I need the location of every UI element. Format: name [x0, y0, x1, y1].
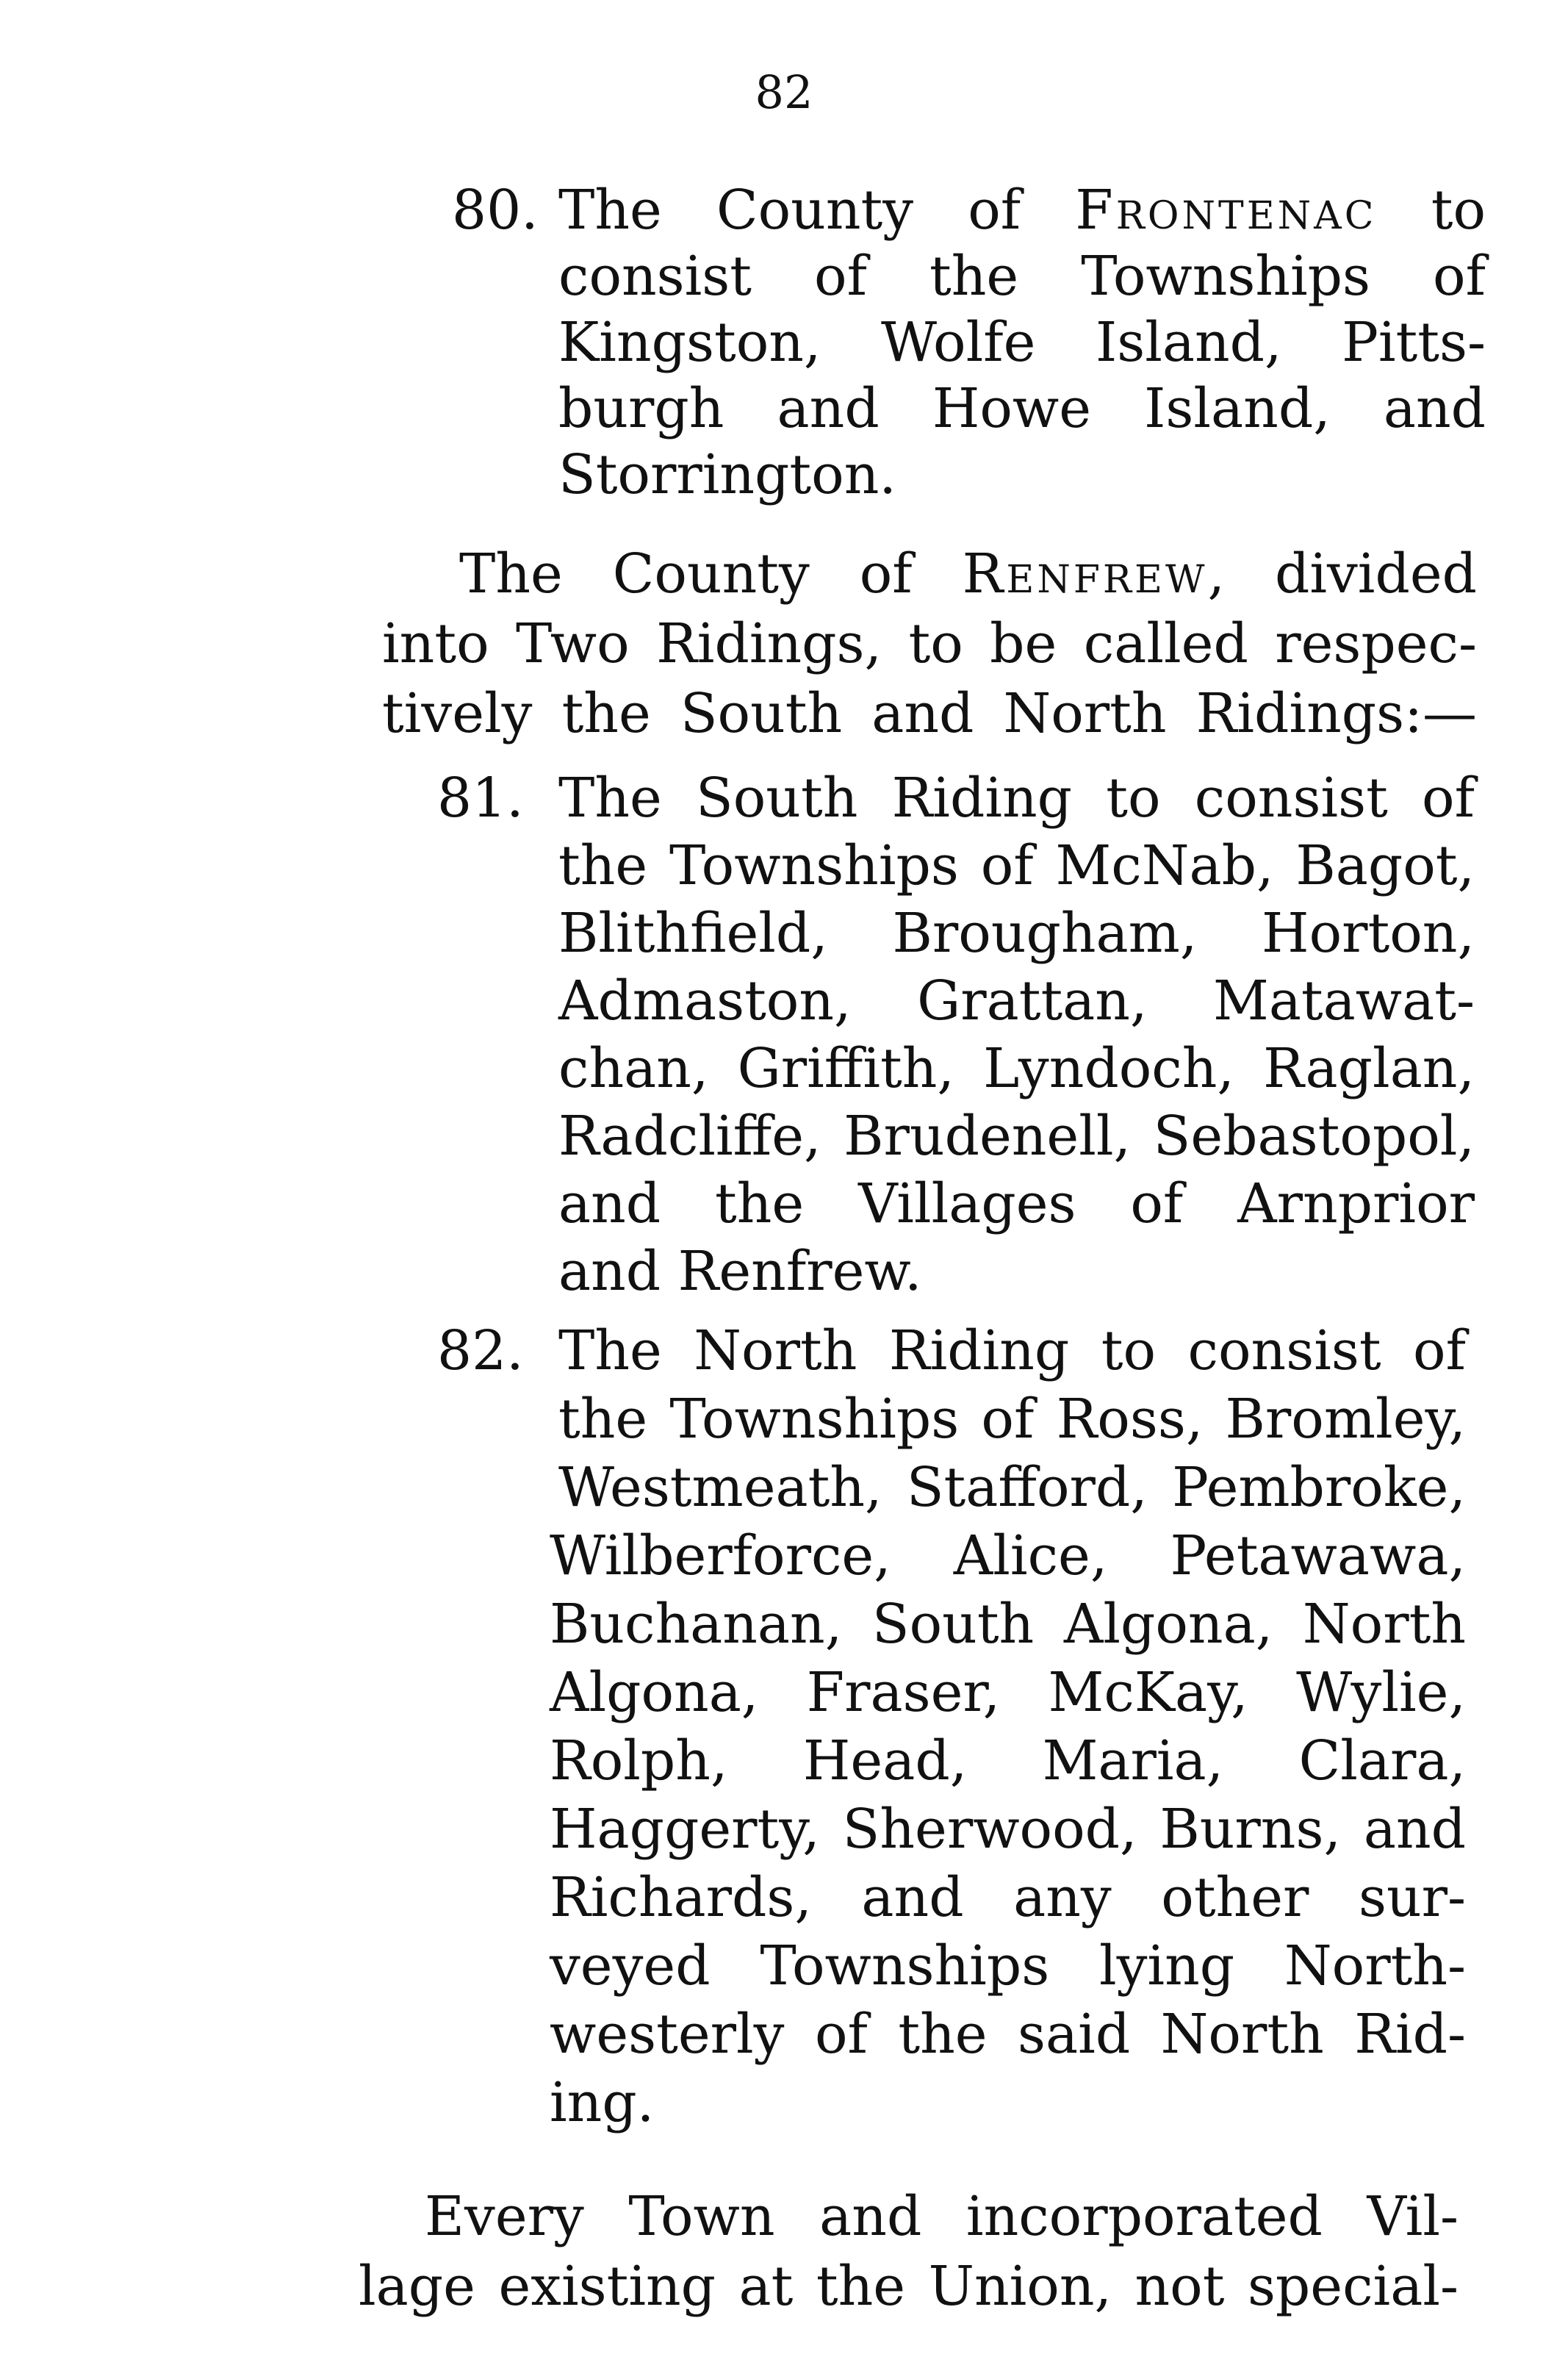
- text-line: ing.: [550, 2071, 655, 2134]
- text-line: Algona, Fraser, McKay, Wylie,: [550, 1661, 1466, 1724]
- text-line: Haggerty, Sherwood, Burns, and: [550, 1798, 1466, 1861]
- text-line: The County of Frontenac to: [558, 179, 1486, 242]
- text-line: Wilberforce, Alice, Petawawa,: [550, 1524, 1466, 1587]
- county-name-frontenac: Frontenac: [1075, 179, 1377, 242]
- text-line: Richards, and any other sur-: [550, 1866, 1466, 1929]
- text-line: Buchanan, South Algona, North: [550, 1593, 1466, 1656]
- text-line: the Townships of Ross, Bromley,: [558, 1388, 1466, 1451]
- text-line: Storrington.: [558, 443, 896, 506]
- text-line: The South Riding to consist of: [558, 767, 1475, 830]
- text-line: tively the South and North Ridings:—: [382, 682, 1477, 745]
- text-line: consist of the Townships of: [558, 245, 1486, 308]
- text-line: The North Riding to consist of: [558, 1319, 1466, 1382]
- section-number-80: 80.: [452, 179, 539, 242]
- section-number-82: 82.: [437, 1319, 524, 1382]
- text-line: Kingston, Wolfe Island, Pitts-: [558, 311, 1486, 374]
- text-line: The County of Renfrew, divided: [459, 542, 1477, 606]
- text-line: veyed Townships lying North-: [550, 1934, 1466, 1998]
- text-line: Westmeath, Stafford, Pembroke,: [558, 1456, 1466, 1519]
- text-line: Radcliffe, Brudenell, Sebastopol,: [558, 1105, 1475, 1168]
- text-line: the Townships of McNab, Bagot,: [558, 834, 1475, 897]
- county-name-renfrew: Renfrew: [962, 542, 1208, 606]
- text-line: Every Town and incorporated Vil-: [425, 2185, 1459, 2248]
- text-line: Blithfield, Brougham, Horton,: [558, 902, 1475, 965]
- text-line: Admaston, Grattan, Matawat-: [558, 969, 1475, 1033]
- text-line: lage existing at the Union, not special-: [359, 2255, 1459, 2318]
- text-line: westerly of the said North Rid-: [550, 2003, 1466, 2066]
- section-number-81: 81.: [437, 767, 524, 830]
- text-line: burgh and Howe Island, and: [558, 377, 1486, 440]
- text-line: and Renfrew.: [558, 1240, 922, 1303]
- page-number: 82: [755, 65, 813, 119]
- text-line: into Two Ridings, to be called respec-: [382, 612, 1477, 675]
- text-line: and the Villages of Arnprior: [558, 1172, 1475, 1235]
- text-line: Rolph, Head, Maria, Clara,: [550, 1729, 1466, 1793]
- text-line: chan, Griffith, Lyndoch, Raglan,: [558, 1037, 1475, 1100]
